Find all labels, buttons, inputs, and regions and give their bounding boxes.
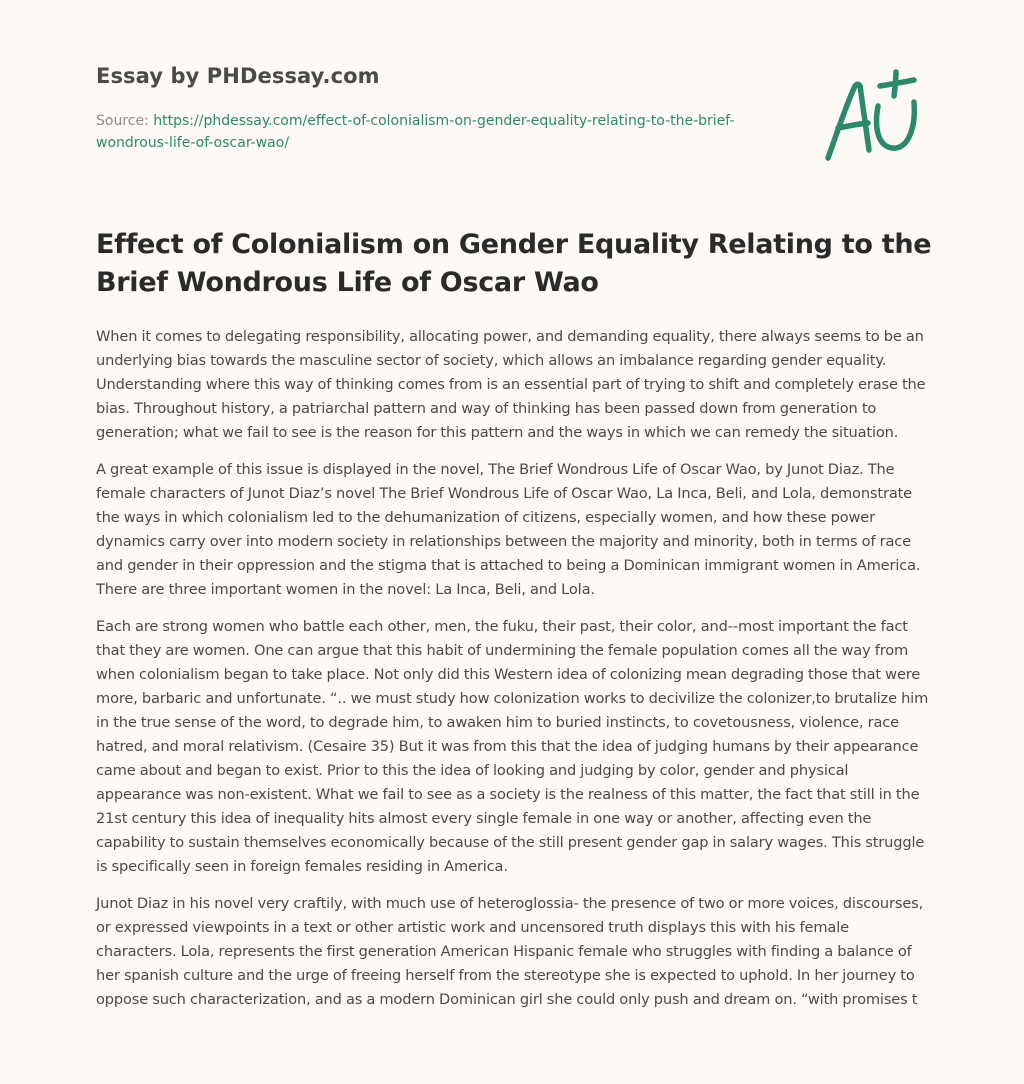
essay-body — [96, 325, 932, 1025]
paragraph: When it comes to delegating responsibility, allocating power, and demanding equality, there always seems to be an underlying bias towards the masculine sector of society, which allows an imbalance regarding gender equality. Understanding where this way of thinking comes from is an essential part of trying to shift and completely erase the bias. Throughout history, a patriarchal pattern and way of thinking has been passed down from generation to generation; what we fail to see is the reason for this pattern and the ways in which we can remedy the situation. — [96, 328, 926, 441]
site-brand: Essay by PHDessay.com — [96, 64, 380, 88]
paragraph: Junot Diaz in his novel very craftily, with much use of heteroglossia- the presence of two or more voices, discourses, or expressed viewpoints in a text or other artistic work and uncensored truth displays this with his female characters. Lola, represents the first generation American Hispanic female who struggles with finding a balance of her spanish culture and the urge of freeing herself from the stereotype she is expected to uphold. In her journey to oppose such characterization, and as a modern Dominican girl she could only push and dream on. “with promises t — [96, 895, 924, 1008]
essay-title: Effect of Colonialism on Gender Equality Relating to the Brief Wondrous Life of Oscar Wao — [96, 229, 932, 298]
a-plus-logo-icon — [816, 66, 926, 166]
source-link[interactable]: https://phdessay.com/effect-of-colonialism-on-gender-equality-relating-to-the-brief-wondrous-life-of-oscar-wao/ — [96, 113, 735, 151]
paragraph: A great example of this issue is displayed in the novel, The Brief Wondrous Life of Oscar Wao, by Junot Diaz. The female characters of Junot Diaz’s novel The Brief Wondrous Life of Oscar Wao, La Inca, Beli, and Lola, demonstrate the ways in which colonialism led to the dehumanization of citizens, especially women, and how these power dynamics carry over into modern society in relationships between the majority and minority, both in terms of race and gender in their oppression and the stigma that is attached to being a Dominican immigrant women in America. There are three important women in the novel: La Inca, Beli, and Lola. — [96, 461, 921, 598]
source-label: Source: — [96, 113, 154, 129]
source-line — [96, 110, 776, 154]
paragraph: Each are strong women who battle each other, men, the fuku, their past, their color, and--most important the fact that they are women. One can argue that this habit of undermining the female population comes all the way from when colonialism began to take place. Not only did this Western idea of colonizing mean degrading those that were more, barbaric and unfortunate. “.. we must study how colonization works to decivilize the colonizer,to brutalize him in the true sense of the word, to degrade him, to awaken him to buried instincts, to covetousness, violence, race hatred, and moral relativism. (Cesaire 35) But it was from this that the idea of judging humans by their appearance came about and began to exist. Prior to this the idea of looking and judging by color, gender and physical appearance was non-existent. What we fail to see as a society is the realness of this matter, the fact that still in the 21st century this idea of inequality hits almost every single female in one way or another, affecting even the capability to sustain themselves economically because of the still present gender gap in salary wages. This struggle is specifically seen in foreign females residing in America. — [96, 618, 929, 875]
